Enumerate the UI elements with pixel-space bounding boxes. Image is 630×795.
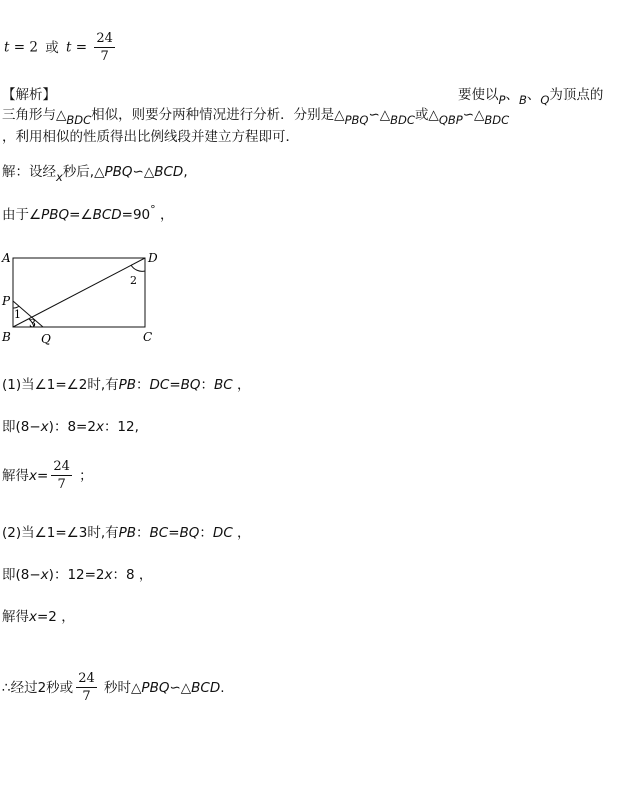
case-text: ， — [232, 377, 251, 393]
fraction-numerator: 24 — [96, 31, 113, 46]
result-text: 解得 — [2, 609, 29, 625]
equals-sign: = — [168, 525, 180, 541]
triangle-name: BDC — [390, 113, 415, 127]
result-fraction — [51, 460, 72, 492]
result-text: 解得 — [2, 468, 29, 484]
segment-name: BQ — [180, 377, 201, 393]
var-t-2: t — [66, 39, 72, 56]
case-text: (2)当∠1=∠3时,有 — [2, 525, 119, 541]
analysis-line-3: ，利用相似的性质得出比例线段并建立方程即可． — [2, 129, 299, 145]
point-B: B — [518, 93, 527, 107]
separator: 、 — [526, 87, 541, 103]
segment-name: PB — [118, 377, 137, 393]
var-x: x — [29, 468, 37, 484]
triangle-name: PBQ — [104, 164, 133, 180]
analysis-tag: 【解析】 — [2, 87, 56, 103]
equation-text: ：8 ， — [112, 567, 153, 583]
equation-text: 即(8− — [2, 419, 41, 435]
angle-name: BCD — [92, 207, 122, 223]
equals-sign: = — [37, 468, 49, 484]
angle-name: PBQ — [41, 207, 70, 223]
analysis-text: 三角形与△ — [2, 107, 67, 123]
triangle-name: BDC — [66, 113, 92, 127]
angle-label-1: 1 — [14, 308, 21, 321]
analysis-line-2 — [2, 106, 510, 127]
case-text: (1)当∠1=∠2时,有 — [2, 377, 119, 393]
conclusion-text: 秒时△ — [99, 680, 142, 696]
fraction-numerator: 24 — [53, 459, 70, 474]
var-t: t — [4, 39, 10, 56]
case1-condition — [2, 376, 251, 394]
analysis-line-1-right — [458, 86, 604, 107]
ratio-colon: ： — [136, 377, 150, 393]
equation-text: ：12, — [103, 419, 139, 435]
vertex-label-A: A — [2, 251, 11, 265]
angle-label-2: 2 — [130, 274, 137, 287]
segment-name: DC — [149, 377, 170, 393]
result-text: =2 ， — [37, 609, 75, 625]
fraction-denominator: 7 — [57, 477, 66, 492]
similar-symbol: ∽△ — [368, 107, 391, 123]
vertex-label-P: P — [2, 294, 11, 308]
conclusion-line — [2, 672, 225, 704]
result-text: ； — [74, 468, 93, 484]
angle-arc-2 — [131, 265, 145, 271]
analysis-text: 相似，则要分两种情况进行分析．分别是△ — [91, 107, 345, 123]
solution-text: =∠ — [69, 207, 93, 223]
ratio-colon: ： — [199, 525, 213, 541]
solution-text: 秒后,△ — [62, 164, 105, 180]
triangle-name: QBP — [438, 113, 463, 127]
segment-name: BC — [149, 525, 169, 541]
triangle-name: BDC — [484, 113, 510, 127]
var-x: x — [95, 419, 104, 435]
solution-line-2 — [2, 203, 174, 225]
segment-name: BC — [214, 377, 233, 393]
triangle-name: PBQ — [141, 680, 170, 696]
fraction-numerator: 24 — [78, 671, 95, 686]
fraction-denominator: 7 — [100, 49, 109, 64]
case1-result — [2, 460, 93, 492]
angle-label-3: 3 — [29, 317, 36, 330]
var-x: x — [29, 609, 37, 625]
equation-text: )：12=2 — [48, 567, 105, 583]
answer-or: 或 — [45, 39, 59, 56]
equation-text: 即(8− — [2, 567, 41, 583]
case2-equation — [2, 566, 152, 584]
ratio-colon: ： — [136, 525, 150, 541]
analysis-text: 要使以 — [458, 87, 499, 103]
answer-eq1: = 2 — [13, 39, 38, 56]
var-x: x — [40, 567, 49, 583]
segment-name: BQ — [179, 525, 200, 541]
degree-symbol: ° — [150, 203, 156, 216]
var-x: x — [56, 170, 63, 184]
case2-condition — [2, 524, 251, 542]
solution-text: =90 — [121, 207, 151, 223]
point-Q: Q — [540, 93, 550, 107]
var-x: x — [104, 567, 113, 583]
triangle-name: BCD — [191, 680, 221, 696]
equals-sign: = — [169, 377, 181, 393]
solution-text: , — [183, 164, 188, 180]
segment-name: PB — [118, 525, 137, 541]
analysis-text: 为顶点的 — [549, 87, 604, 103]
similar-symbol: ∽△ — [462, 107, 485, 123]
vertex-label-B: B — [2, 330, 11, 344]
ratio-colon: ： — [200, 377, 215, 393]
var-x: x — [40, 419, 49, 435]
point-P: P — [498, 93, 506, 107]
similar-symbol: ∽△ — [169, 680, 192, 696]
solution-line-1 — [2, 163, 188, 184]
case2-result — [2, 608, 75, 626]
case-text: ， — [232, 525, 251, 541]
vertex-label-C: C — [143, 330, 153, 344]
similar-symbol: ∽△ — [132, 164, 155, 180]
rectangle-figure — [0, 246, 170, 348]
case1-equation — [2, 418, 139, 436]
separator: 、 — [505, 87, 519, 103]
vertex-label-Q: Q — [41, 332, 51, 346]
solution-text: 解：设经 — [2, 164, 56, 180]
conclusion-fraction — [76, 672, 97, 704]
vertex-label-D: D — [148, 251, 158, 265]
triangle-name: BCD — [154, 164, 184, 180]
solution-text: 由于∠ — [2, 207, 42, 223]
answer-line — [4, 32, 118, 64]
conclusion-text: . — [220, 680, 225, 696]
equation-text: )：8=2 — [48, 419, 96, 435]
fraction-denominator: 7 — [82, 689, 91, 704]
solution-text: ， — [155, 207, 174, 223]
segment-name: DC — [212, 525, 233, 541]
answer-eq2: = — [75, 39, 88, 56]
answer-fraction — [94, 32, 115, 64]
conclusion-text: ∴经过2秒或 — [2, 680, 74, 696]
analysis-text: 或△ — [414, 107, 439, 123]
triangle-name: PBQ — [344, 113, 369, 127]
